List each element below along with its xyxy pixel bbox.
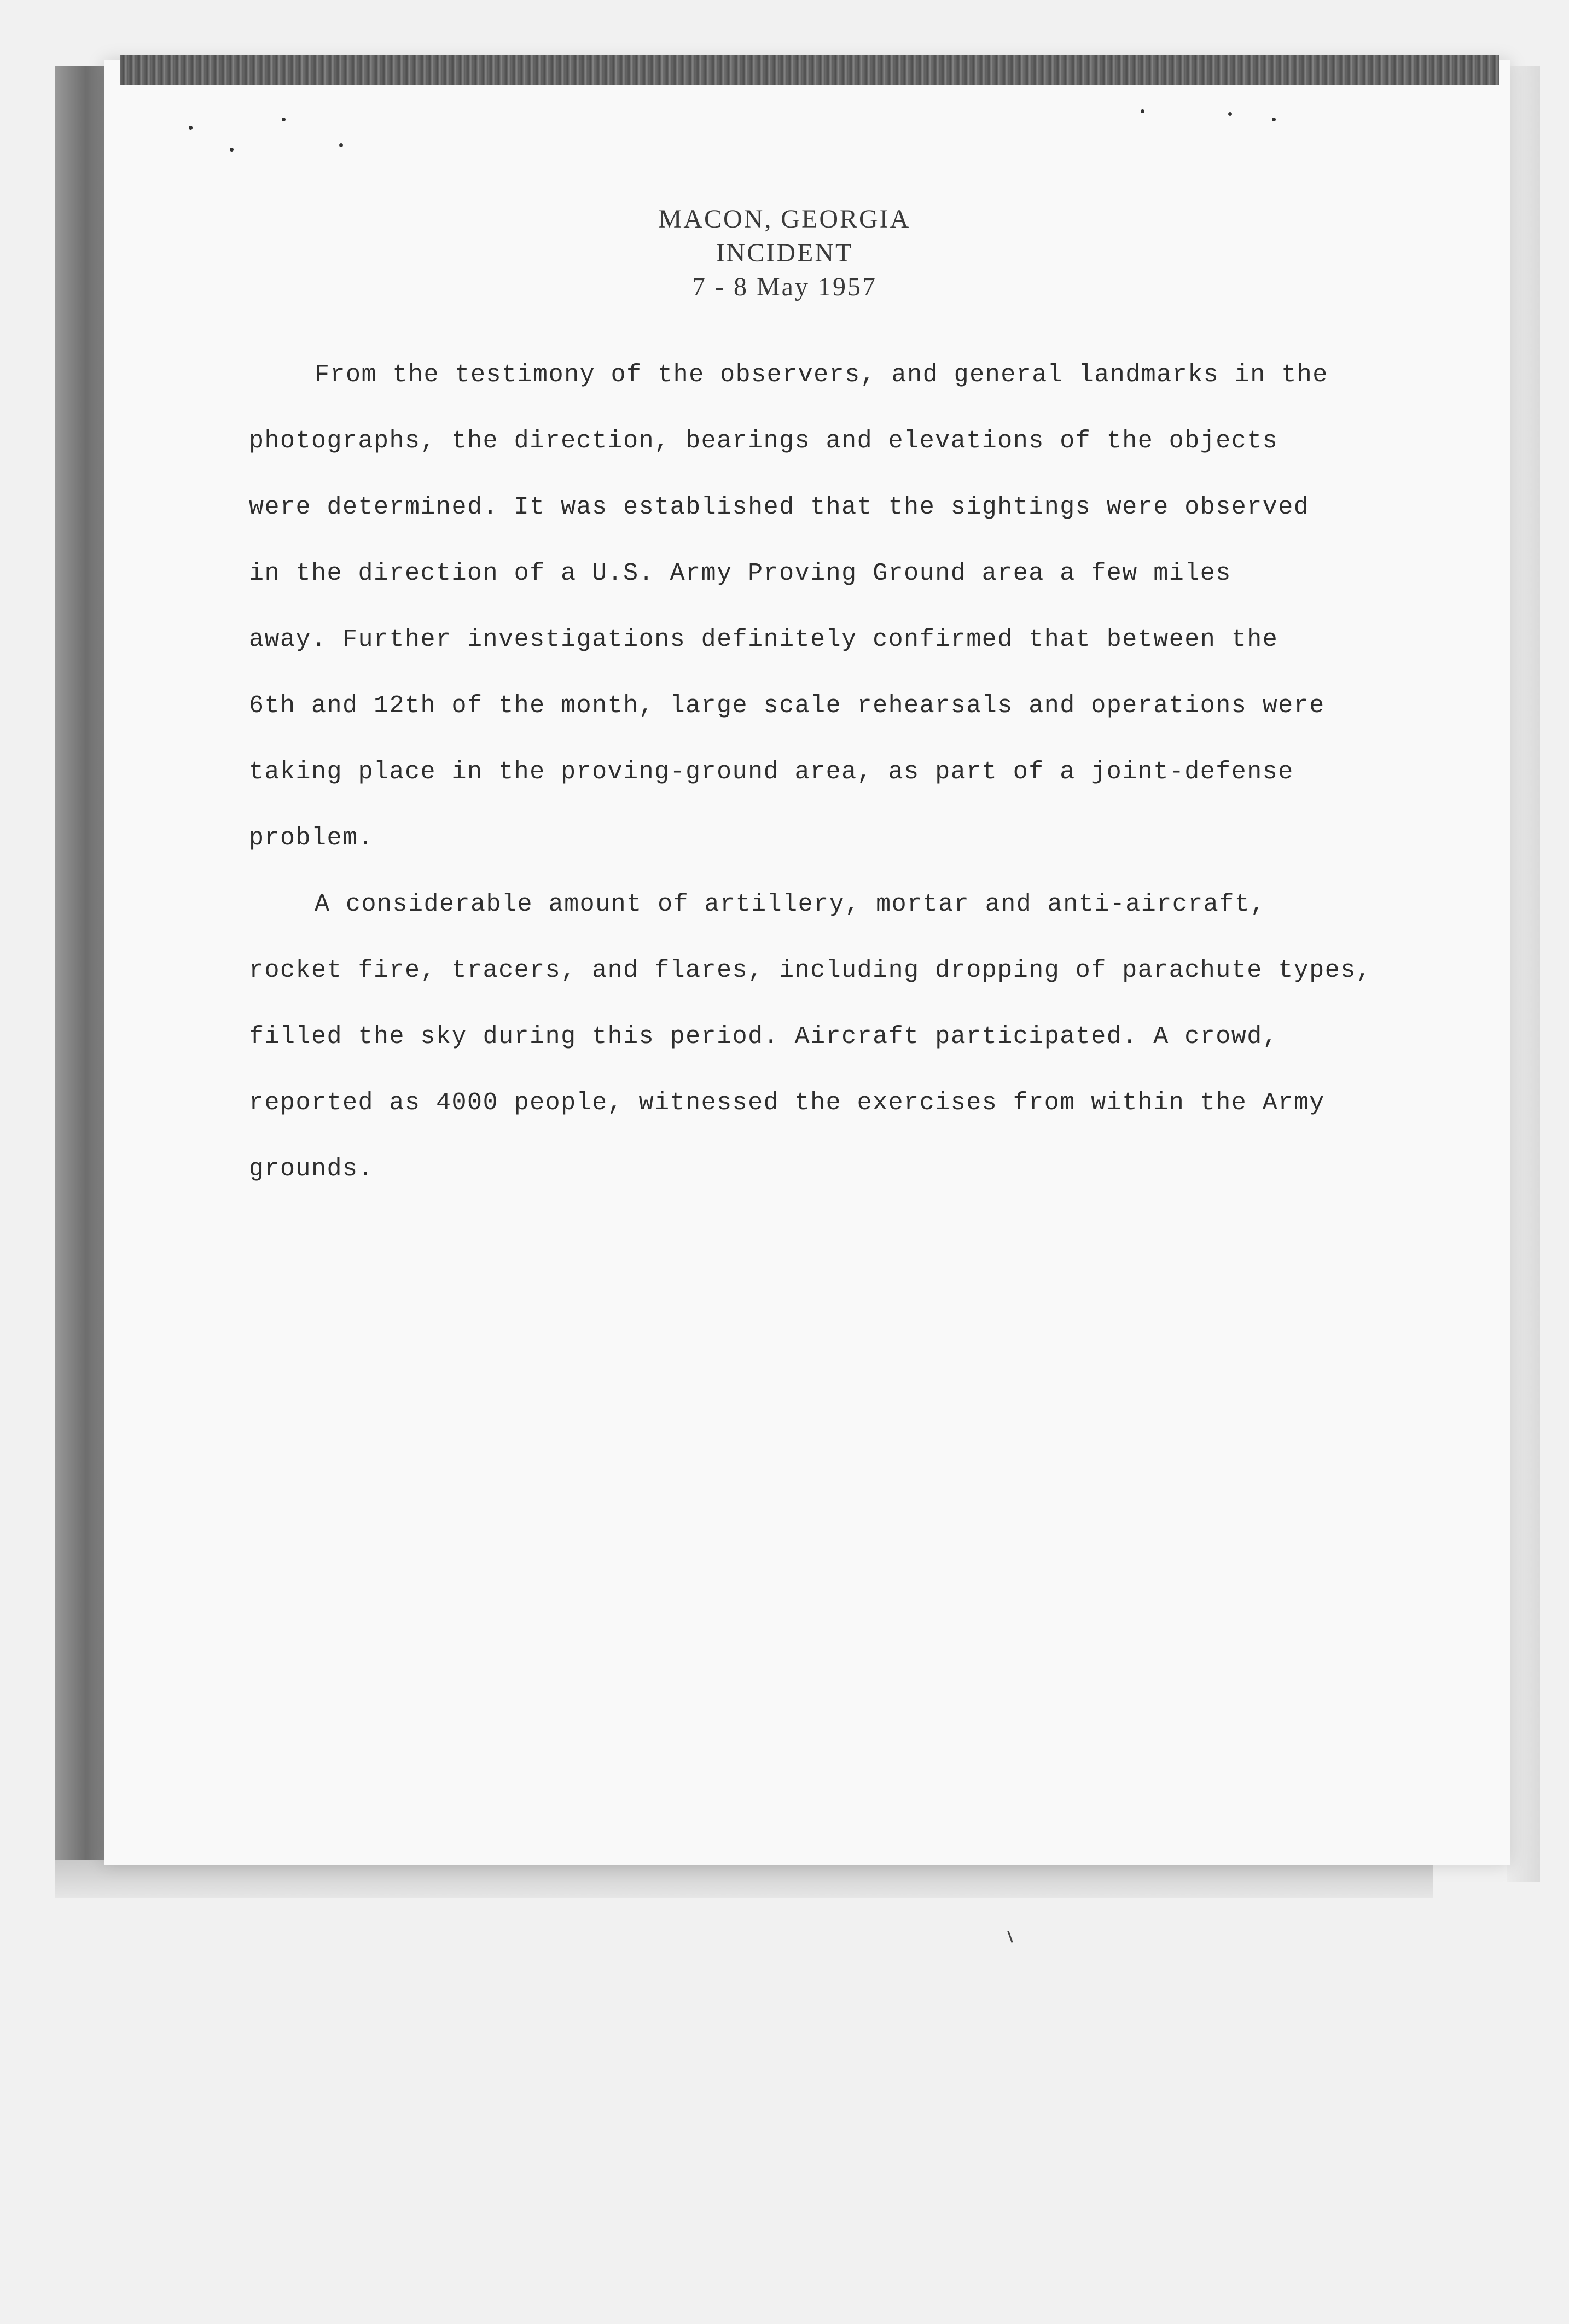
paragraph-1-line: photographs, the direction, bearings and elevations of the objects — [249, 427, 1279, 455]
document-heading — [0, 202, 1569, 304]
film-shadow-bottom — [55, 1860, 1433, 1898]
heading-location: MACON, GEORGIA — [658, 205, 911, 234]
paragraph-1-line: problem. — [249, 824, 374, 852]
paragraph-2-line: rocket fire, tracers, and flares, including dropping of parachute types, — [249, 957, 1372, 985]
paragraph-1-line: 6th and 12th of the month, large scale rehearsals and operations were — [249, 692, 1325, 720]
film-speck — [282, 118, 286, 121]
paragraph-1-line: away. Further investigations definitely confirmed that between the — [249, 626, 1279, 654]
paragraph-1-line: From the testimony of the observers, and general landmarks in the — [315, 361, 1328, 389]
film-speck — [1272, 118, 1276, 121]
film-speck — [230, 148, 234, 152]
film-speck — [339, 143, 343, 147]
heading-date: 7 - 8 May 1957 — [692, 272, 877, 301]
film-top-strip — [120, 55, 1499, 85]
paragraph-2-line: reported as 4000 people, witnessed the exercises from within the Army — [249, 1089, 1325, 1117]
heading-title: INCIDENT — [716, 238, 853, 267]
film-edge-left — [55, 66, 107, 1860]
film-speck — [1141, 109, 1144, 113]
paragraph-2-line: filled the sky during this period. Aircraft participated. A crowd, — [249, 1023, 1279, 1051]
paragraph-2-line: grounds. — [249, 1155, 374, 1183]
paragraph-1-line: taking place in the proving-ground area, as part of a joint-defense — [249, 758, 1294, 786]
film-speck — [189, 126, 193, 130]
paragraph-1-line: in the direction of a U.S. Army Proving Ground area a few miles — [249, 560, 1231, 587]
film-speck — [1228, 112, 1232, 116]
paragraph-2-line: A considerable amount of artillery, mortar and anti-aircraft, — [315, 890, 1266, 918]
film-mark — [1007, 1931, 1013, 1943]
film-edge-right — [1507, 66, 1540, 1882]
paragraph-1-line: were determined. It was established that the sightings were observed — [249, 493, 1310, 521]
document-body — [249, 342, 1372, 1202]
